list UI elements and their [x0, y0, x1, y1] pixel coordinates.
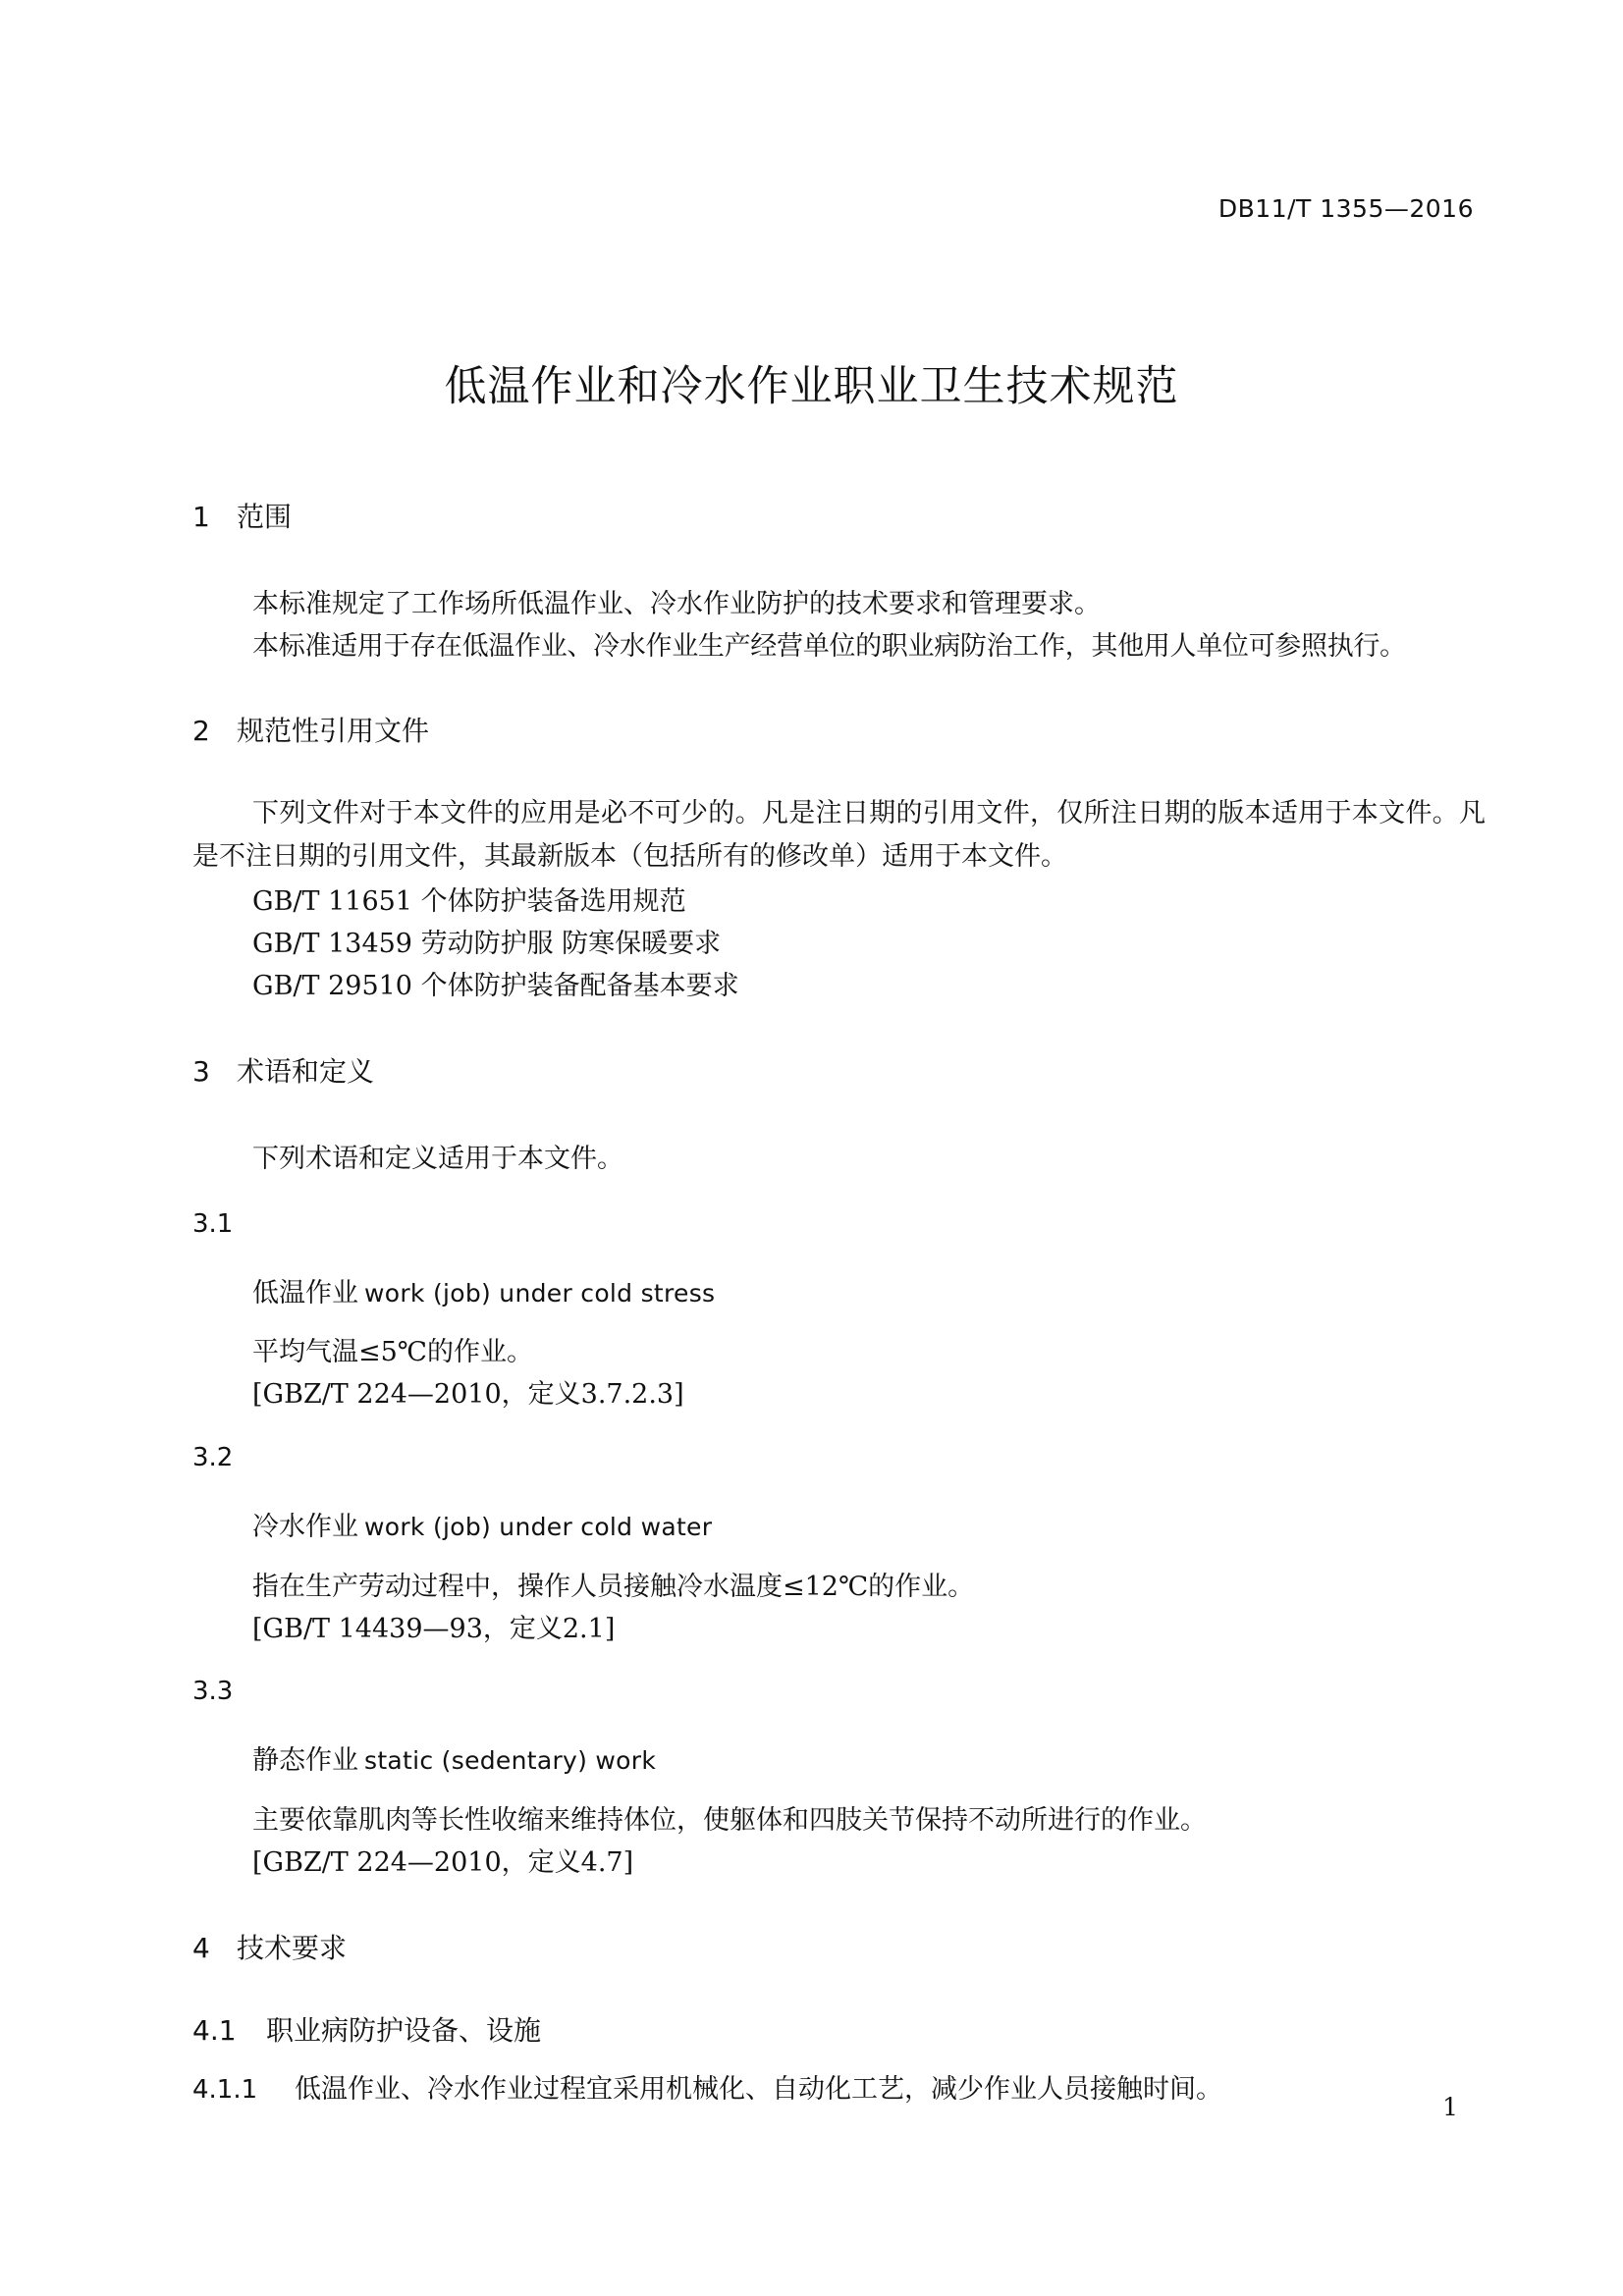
clause-number: 3.2 — [192, 1443, 234, 1472]
clause-text: 低温作业、冷水作业过程宜采用机械化、自动化工艺，减少作业人员接触时间。 — [295, 2074, 1222, 2105]
term-chinese: 冷水作业 — [252, 1512, 358, 1542]
section-1-heading — [192, 496, 292, 535]
term-english: work (job) under cold water — [364, 1513, 713, 1541]
document-code: DB11/T 1355—2016 — [1217, 194, 1474, 223]
term-definition: 主要依靠肌肉等长性收缩来维持体位，使躯体和四肢关节保持不动所进行的作业。 — [252, 1805, 1207, 1836]
section-title: 技术要求 — [237, 1932, 348, 1964]
term-source: [GBZ/T 224—2010，定义3.7.2.3] — [252, 1379, 684, 1410]
section-number: 3 — [192, 1055, 210, 1088]
section-number: 4 — [192, 1932, 210, 1964]
term-definition: 指在生产劳动过程中，操作人员接触冷水温度≤12℃的作业。 — [252, 1572, 975, 1602]
page-number: 1 — [1442, 2093, 1458, 2121]
paragraph: 下列术语和定义适用于本文件。 — [252, 1144, 623, 1174]
subsection-4-1-heading — [192, 2009, 541, 2049]
clause-number: 3.3 — [192, 1677, 234, 1706]
section-4-heading — [192, 1927, 347, 1966]
reference-item: GB/T 11651 个体防护装备选用规范 — [252, 886, 686, 917]
section-3-heading — [192, 1050, 374, 1090]
term-definition: 平均气温≤5℃的作业。 — [252, 1337, 534, 1367]
paragraph: 下列文件对于本文件的应用是必不可少的。凡是注日期的引用文件，仅所注日期的版本适用于本文件。凡是不注日期的引用文件，其最新版本（包括所有的修改单）适用于本文件。 — [192, 798, 1486, 872]
reference-item: GB/T 29510 个体防护装备配备基本要求 — [252, 971, 739, 1001]
term-source: [GB/T 14439—93，定义2.1] — [252, 1614, 616, 1644]
section-2-heading — [192, 710, 429, 749]
term-heading — [252, 1738, 656, 1777]
section-title: 规范性引用文件 — [237, 715, 430, 747]
clause-number: 4.1.1 — [192, 2075, 258, 2105]
section-title: 术语和定义 — [237, 1055, 375, 1088]
subsection-number: 4.1 — [192, 2014, 237, 2047]
section-number: 2 — [192, 715, 210, 747]
page-title: 低温作业和冷水作业职业卫生技术规范 — [444, 362, 1179, 411]
section-title: 范围 — [237, 501, 293, 533]
subsection-title: 职业病防护设备、设施 — [266, 2014, 542, 2047]
term-english: static (sedentary) work — [364, 1746, 657, 1775]
term-heading — [252, 1505, 712, 1543]
clause-number: 3.1 — [192, 1209, 234, 1239]
term-chinese: 静态作业 — [252, 1745, 358, 1776]
term-english: work (job) under cold stress — [364, 1279, 716, 1308]
reference-item: GB/T 13459 劳动防护服 防寒保暖要求 — [252, 929, 722, 959]
term-chinese: 低温作业 — [252, 1278, 358, 1308]
clause-4-1-1 — [192, 2067, 1222, 2106]
paragraph: 本标准适用于存在低温作业、冷水作业生产经营单位的职业病防治工作，其他用人单位可参照执行。 — [252, 631, 1406, 662]
term-heading — [252, 1271, 715, 1309]
paragraph: 本标准规定了工作场所低温作业、冷水作业防护的技术要求和管理要求。 — [252, 589, 1101, 619]
section-number: 1 — [192, 501, 210, 533]
term-source: [GBZ/T 224—2010，定义4.7] — [252, 1847, 634, 1878]
